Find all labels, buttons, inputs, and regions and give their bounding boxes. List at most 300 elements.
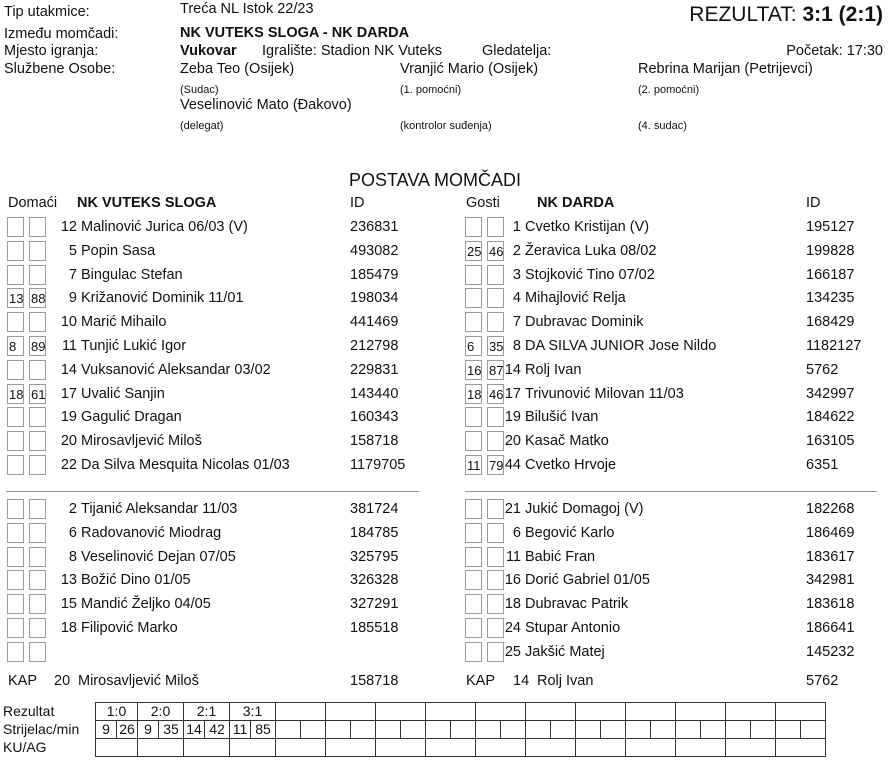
player-id: 493082 bbox=[350, 242, 399, 259]
player-number: 15 bbox=[60, 596, 77, 613]
score-cell bbox=[526, 703, 576, 721]
score-cell bbox=[676, 703, 726, 721]
score-cell bbox=[276, 703, 326, 721]
player-row bbox=[7, 641, 427, 663]
sub-out-minute-box bbox=[29, 360, 46, 380]
player-number: 25 bbox=[504, 643, 521, 660]
player-row bbox=[465, 240, 885, 262]
player-row bbox=[465, 335, 885, 357]
player-name: Vuksanović Aleksandar 03/02 bbox=[81, 361, 271, 378]
player-id: 199828 bbox=[806, 242, 855, 259]
player-row bbox=[7, 522, 427, 544]
sub-in-minute-box bbox=[7, 523, 24, 543]
player-name: Mihajlović Relja bbox=[525, 290, 626, 307]
player-id: 1182127 bbox=[806, 338, 862, 354]
sub-in-minute-box bbox=[7, 312, 24, 332]
goal-minute-cell bbox=[626, 721, 651, 739]
player-number: 19 bbox=[504, 409, 521, 426]
goal-minute-cell bbox=[651, 721, 676, 739]
home-team-name: NK VUTEKS SLOGA bbox=[77, 195, 217, 211]
kuag-cell bbox=[626, 739, 676, 757]
player-row bbox=[7, 593, 427, 615]
player-row bbox=[465, 430, 885, 452]
goal-minute-cell bbox=[401, 721, 426, 739]
player-number: 11 bbox=[61, 338, 77, 354]
kuag-cell bbox=[376, 739, 426, 757]
sub-in-minute-box bbox=[465, 547, 482, 567]
player-row bbox=[7, 359, 427, 381]
sub-in-minute-box bbox=[7, 570, 24, 590]
player-name: Babić Fran bbox=[525, 548, 596, 565]
player-number: 11 bbox=[505, 548, 521, 565]
sub-in-minute-box bbox=[465, 312, 482, 332]
sub-out-minute-box bbox=[29, 241, 46, 261]
kuag-cell bbox=[476, 739, 526, 757]
sub-out-minute-box bbox=[29, 312, 46, 332]
official-name: Zeba Teo (Osijek) bbox=[180, 61, 295, 77]
sub-in-minute-box bbox=[7, 431, 24, 451]
player-number: 14 bbox=[60, 361, 77, 378]
goal-minute-cell bbox=[326, 721, 351, 739]
score-cell: 2:0 bbox=[138, 703, 184, 721]
home-captain-label: KAP bbox=[8, 673, 38, 689]
player-row bbox=[7, 216, 427, 238]
official-name: Vranjić Mario (Osijek) bbox=[400, 61, 539, 77]
player-row bbox=[465, 617, 885, 639]
player-name: Malinović Jurica 06/03 (V) bbox=[81, 219, 248, 235]
player-row bbox=[465, 383, 885, 405]
official-role: (Sudac) bbox=[180, 84, 219, 96]
goal-minute-cell: 85 bbox=[251, 721, 276, 739]
player-row bbox=[465, 569, 885, 591]
player-row bbox=[465, 498, 885, 520]
sub-in-minute-box bbox=[7, 594, 24, 614]
player-id: 1179705 bbox=[350, 457, 406, 473]
sub-in-minute-box: 25 bbox=[465, 241, 482, 261]
sub-in-minute-box bbox=[465, 523, 482, 543]
spectators-label: Gledatelja: bbox=[482, 43, 552, 59]
player-row bbox=[7, 546, 427, 568]
player-id: 381724 bbox=[350, 501, 399, 517]
sub-out-minute-box: 46 bbox=[487, 384, 504, 404]
goal-minute-cell bbox=[351, 721, 376, 739]
player-id: 183618 bbox=[806, 596, 855, 613]
player-name: Mandić Željko 04/05 bbox=[81, 596, 211, 613]
player-id: 185518 bbox=[350, 620, 399, 636]
kuag-cell bbox=[276, 739, 326, 757]
kuag-cell bbox=[526, 739, 576, 757]
goal-minute-cell bbox=[276, 721, 301, 739]
player-id: 184622 bbox=[806, 409, 855, 426]
player-name: Marić Mihailo bbox=[81, 314, 167, 331]
score-cell bbox=[726, 703, 776, 721]
player-row bbox=[7, 311, 427, 333]
player-number: 9 bbox=[68, 290, 77, 307]
goal-minute-cell bbox=[726, 721, 751, 739]
player-name: Kasač Matko bbox=[525, 433, 609, 450]
sub-in-minute-box bbox=[7, 547, 24, 567]
away-id-header: ID bbox=[806, 195, 821, 211]
player-id: 143440 bbox=[350, 385, 399, 402]
score-cell bbox=[776, 703, 826, 721]
player-name: Cvetko Hrvoje bbox=[525, 457, 617, 473]
sub-in-minute-box bbox=[465, 618, 482, 638]
official-name: Rebrina Marijan (Petrijevci) bbox=[638, 61, 813, 77]
player-number: 21 bbox=[504, 501, 521, 517]
sub-in-minute-box bbox=[7, 642, 24, 662]
player-id: 195127 bbox=[806, 219, 855, 235]
sub-in-minute-box bbox=[465, 642, 482, 662]
player-number: 18 bbox=[504, 596, 521, 613]
home-id-header: ID bbox=[350, 195, 365, 211]
result-heading bbox=[689, 3, 883, 27]
goal-minute-cell bbox=[676, 721, 701, 739]
official-role: (delegat) bbox=[180, 120, 224, 132]
player-id: 185479 bbox=[350, 266, 399, 283]
results-grid bbox=[3, 702, 826, 757]
player-name: Radovanović Miodrag bbox=[81, 524, 222, 541]
player-id: 229831 bbox=[350, 361, 399, 378]
player-name: Stupar Antonio bbox=[525, 620, 621, 636]
player-number: 6 bbox=[68, 524, 77, 541]
score-cell bbox=[626, 703, 676, 721]
player-name: Begović Karlo bbox=[525, 524, 615, 541]
player-name: DA SILVA JUNIOR Jose Nildo bbox=[525, 338, 717, 354]
score-cell bbox=[326, 703, 376, 721]
kuag-cell bbox=[326, 739, 376, 757]
goal-minute-cell bbox=[576, 721, 601, 739]
official-role: (1. pomoćni) bbox=[400, 84, 462, 96]
sub-out-minute-box: 88 bbox=[29, 288, 46, 308]
player-id: 6351 bbox=[806, 457, 839, 473]
player-id: 326328 bbox=[350, 572, 399, 589]
player-name: Dubravac Patrik bbox=[525, 596, 629, 613]
player-number: 19 bbox=[60, 409, 77, 426]
player-name: Da Silva Mesquita Nicolas 01/03 bbox=[81, 457, 290, 473]
sub-in-minute-box bbox=[7, 618, 24, 638]
player-id: 342981 bbox=[806, 572, 855, 589]
official-role: (2. pomoćni) bbox=[638, 84, 700, 96]
player-row bbox=[465, 522, 885, 544]
away-captain-label: KAP bbox=[466, 673, 496, 689]
sub-in-minute-box bbox=[7, 241, 24, 261]
score-row-label: Rezultat bbox=[3, 703, 55, 719]
goal-minute-cell bbox=[451, 721, 476, 739]
sub-in-minute-box: 8 bbox=[7, 336, 24, 356]
kuag-cell bbox=[96, 739, 138, 757]
kuag-cell bbox=[726, 739, 776, 757]
sub-out-minute-box bbox=[29, 499, 46, 519]
player-name: Dubravac Dominik bbox=[525, 314, 644, 331]
away-side-label: Gosti bbox=[466, 195, 500, 211]
scorer-number-cell: 11 bbox=[230, 721, 251, 739]
sub-out-minute-box bbox=[29, 570, 46, 590]
player-number: 14 bbox=[504, 361, 521, 378]
kuag-cell bbox=[576, 739, 626, 757]
player-id: 145232 bbox=[806, 643, 855, 660]
venue-city: Vukovar bbox=[180, 43, 237, 59]
sub-in-minute-box: 16 bbox=[465, 360, 482, 380]
sub-in-minute-box bbox=[465, 217, 482, 237]
player-number: 10 bbox=[60, 314, 77, 331]
player-row bbox=[465, 264, 885, 286]
scorer-number-cell: 9 bbox=[138, 721, 159, 739]
match-type-value: Treća NL Istok 22/23 bbox=[180, 1, 314, 17]
player-id: 186641 bbox=[806, 620, 855, 636]
goal-minute-cell: 35 bbox=[159, 721, 184, 739]
goal-minute-cell bbox=[301, 721, 326, 739]
player-name: Uvalić Sanjin bbox=[81, 385, 165, 402]
player-number: 13 bbox=[60, 572, 77, 589]
goal-minute-cell: 42 bbox=[205, 721, 230, 739]
sub-in-minute-box: 13 bbox=[7, 288, 24, 308]
player-id: 166187 bbox=[806, 266, 855, 283]
sub-in-minute-box: 18 bbox=[465, 384, 482, 404]
player-number: 16 bbox=[504, 572, 521, 589]
sub-in-minute-box bbox=[465, 265, 482, 285]
player-id: 342997 bbox=[806, 385, 855, 402]
sub-out-minute-box: 89 bbox=[29, 336, 46, 356]
goal-minute-cell bbox=[476, 721, 501, 739]
away-captain-number: 14 bbox=[513, 673, 530, 689]
kuag-cell bbox=[676, 739, 726, 757]
kuag-cell bbox=[776, 739, 826, 757]
player-id: 160343 bbox=[350, 409, 399, 426]
player-name: Bilušić Ivan bbox=[525, 409, 599, 426]
player-id: 212798 bbox=[350, 338, 399, 354]
officials-label: Službene Osobe: bbox=[4, 61, 116, 77]
sub-out-minute-box bbox=[29, 523, 46, 543]
player-number: 24 bbox=[504, 620, 521, 636]
player-number: 6 bbox=[512, 524, 521, 541]
kuag-cell bbox=[184, 739, 230, 757]
sub-out-minute-box bbox=[29, 547, 46, 567]
player-row bbox=[465, 287, 885, 309]
player-name: Božić Dino 01/05 bbox=[81, 572, 191, 589]
player-row bbox=[7, 430, 427, 452]
scorer-row-label: Strijelac/min bbox=[3, 721, 80, 737]
away-captain-id: 5762 bbox=[806, 673, 839, 689]
player-id: 236831 bbox=[350, 219, 399, 235]
player-row bbox=[465, 359, 885, 381]
score-cell bbox=[576, 703, 626, 721]
score-cell: 1:0 bbox=[96, 703, 138, 721]
player-id: 441469 bbox=[350, 314, 399, 331]
sub-out-minute-box bbox=[29, 642, 46, 662]
sub-in-minute-box bbox=[7, 217, 24, 237]
official-role: (4. sudac) bbox=[638, 120, 687, 132]
player-name: Tijanić Aleksandar 11/03 bbox=[81, 501, 238, 517]
official-role: (kontrolor suđenja) bbox=[400, 120, 492, 132]
goal-minute-cell bbox=[751, 721, 776, 739]
player-name: Stojković Tino 07/02 bbox=[525, 266, 655, 283]
sub-in-minute-box bbox=[7, 265, 24, 285]
player-number: 7 bbox=[68, 266, 77, 283]
scorer-number-cell: 14 bbox=[184, 721, 205, 739]
player-row bbox=[465, 454, 885, 476]
player-row bbox=[465, 406, 885, 428]
player-id: 183617 bbox=[806, 548, 855, 565]
score-cell bbox=[426, 703, 476, 721]
player-name: Gagulić Dragan bbox=[81, 409, 182, 426]
away-team-name: NK DARDA bbox=[537, 195, 615, 211]
score-cell bbox=[476, 703, 526, 721]
lineup-title: POSTAVA MOMČADI bbox=[349, 170, 522, 190]
sub-out-minute-box: 46 bbox=[487, 241, 504, 261]
player-number: 18 bbox=[60, 620, 77, 636]
goal-minute-cell bbox=[426, 721, 451, 739]
home-captain-name: Mirosavljević Miloš bbox=[78, 673, 199, 689]
player-row bbox=[7, 454, 427, 476]
player-row bbox=[7, 498, 427, 520]
sub-in-minute-box: 6 bbox=[465, 336, 482, 356]
sub-out-minute-box: 79 bbox=[487, 455, 504, 475]
player-name: Cvetko Kristijan (V) bbox=[525, 219, 650, 235]
sub-in-minute-box: 18 bbox=[7, 384, 24, 404]
sub-out-minute-box: 87 bbox=[487, 360, 504, 380]
player-id: 5762 bbox=[806, 361, 839, 378]
player-number: 20 bbox=[504, 433, 521, 450]
goal-minute-cell: 26 bbox=[117, 721, 138, 739]
player-name: Žeravica Luka 08/02 bbox=[525, 242, 657, 259]
goal-minute-cell bbox=[376, 721, 401, 739]
sub-out-minute-box bbox=[29, 265, 46, 285]
sub-out-minute-box bbox=[29, 217, 46, 237]
player-id: 163105 bbox=[806, 433, 855, 450]
sub-in-minute-box bbox=[7, 455, 24, 475]
player-number: 2 bbox=[512, 242, 521, 259]
sub-out-minute-box bbox=[29, 618, 46, 638]
sub-in-minute-box bbox=[465, 594, 482, 614]
official-name: Veselinović Mato (Đakovo) bbox=[180, 97, 352, 113]
player-row bbox=[7, 383, 427, 405]
player-number: 44 bbox=[504, 457, 521, 473]
player-name: Tunjić Lukić Igor bbox=[81, 338, 187, 354]
player-number: 17 bbox=[504, 385, 521, 402]
teams-label: Između momčadi: bbox=[4, 26, 119, 42]
away-captain-name: Rolj Ivan bbox=[537, 673, 594, 689]
player-id: 186469 bbox=[806, 524, 855, 541]
score-cell: 2:1 bbox=[184, 703, 230, 721]
sub-out-minute-box bbox=[29, 594, 46, 614]
player-number: 7 bbox=[512, 314, 521, 331]
player-name: Mirosavljević Miloš bbox=[81, 433, 202, 450]
player-id: 184785 bbox=[350, 524, 399, 541]
player-name: Trivunović Milovan 11/03 bbox=[525, 385, 684, 402]
goal-minute-cell bbox=[526, 721, 551, 739]
score-cell: 3:1 bbox=[230, 703, 276, 721]
player-id: 158718 bbox=[350, 433, 399, 450]
venue-stadium: Igralište: Stadion NK Vuteks bbox=[262, 43, 442, 59]
player-name: Jakšić Matej bbox=[525, 643, 605, 660]
player-id: 168429 bbox=[806, 314, 855, 331]
kickoff-time: Početak: 17:30 bbox=[786, 43, 883, 59]
sub-out-minute-box: 35 bbox=[487, 336, 504, 356]
player-number: 2 bbox=[68, 501, 77, 517]
sub-in-minute-box bbox=[465, 288, 482, 308]
player-row bbox=[7, 264, 427, 286]
home-captain-number: 20 bbox=[54, 673, 71, 689]
player-id: 134235 bbox=[806, 290, 855, 307]
sub-in-minute-box bbox=[465, 431, 482, 451]
match-type-label: Tip utakmice: bbox=[4, 4, 90, 20]
goal-minute-cell bbox=[701, 721, 726, 739]
away-divider bbox=[465, 491, 877, 492]
player-number: 3 bbox=[512, 266, 521, 283]
player-row bbox=[465, 546, 885, 568]
player-name: Jukić Domagoj (V) bbox=[525, 501, 644, 517]
player-name: Bingulac Stefan bbox=[81, 266, 183, 283]
sub-in-minute-box bbox=[465, 499, 482, 519]
score-cell bbox=[376, 703, 426, 721]
sub-out-minute-box bbox=[29, 455, 46, 475]
goal-minute-cell bbox=[801, 721, 826, 739]
sub-out-minute-box bbox=[29, 407, 46, 427]
player-name: Rolj Ivan bbox=[525, 361, 582, 378]
player-name: Dorić Gabriel 01/05 bbox=[525, 572, 650, 589]
sub-in-minute-box bbox=[7, 499, 24, 519]
player-name: Veselinović Dejan 07/05 bbox=[81, 548, 236, 565]
kuag-cell bbox=[426, 739, 476, 757]
player-row bbox=[465, 593, 885, 615]
sub-out-minute-box bbox=[29, 431, 46, 451]
player-name: Filipović Marko bbox=[81, 620, 178, 636]
player-number: 1 bbox=[512, 219, 521, 235]
player-row bbox=[7, 287, 427, 309]
player-row bbox=[465, 311, 885, 333]
player-number: 5 bbox=[68, 242, 77, 259]
home-side-label: Domaći bbox=[8, 195, 58, 211]
sub-in-minute-box bbox=[465, 407, 482, 427]
player-row bbox=[7, 617, 427, 639]
player-number: 12 bbox=[60, 219, 77, 235]
player-row bbox=[7, 569, 427, 591]
goal-minute-cell bbox=[776, 721, 801, 739]
sub-out-minute-box: 61 bbox=[29, 384, 46, 404]
venue-label: Mjesto igranja: bbox=[4, 43, 99, 59]
player-name: Križanović Dominik 11/01 bbox=[81, 290, 244, 307]
player-number: 20 bbox=[60, 433, 77, 450]
teams-value: NK VUTEKS SLOGA - NK DARDA bbox=[180, 25, 410, 41]
player-number: 17 bbox=[60, 385, 77, 402]
player-row bbox=[7, 406, 427, 428]
player-row bbox=[7, 240, 427, 262]
player-id: 182268 bbox=[806, 501, 855, 517]
player-id: 327291 bbox=[350, 596, 399, 613]
player-name: Popin Sasa bbox=[81, 242, 156, 259]
home-divider bbox=[6, 491, 419, 492]
player-number: 8 bbox=[68, 548, 77, 565]
goal-minute-cell bbox=[551, 721, 576, 739]
kuag-row-label: KU/AG bbox=[3, 739, 47, 755]
player-number: 4 bbox=[512, 290, 521, 307]
result-label: REZULTAT: bbox=[689, 3, 797, 26]
goal-minute-cell bbox=[601, 721, 626, 739]
player-row bbox=[465, 641, 885, 663]
scorer-number-cell: 9 bbox=[96, 721, 117, 739]
sub-in-minute-box: 11 bbox=[465, 455, 482, 475]
sub-in-minute-box bbox=[465, 570, 482, 590]
player-row bbox=[7, 335, 427, 357]
sub-in-minute-box bbox=[7, 360, 24, 380]
player-row bbox=[465, 216, 885, 238]
kuag-cell bbox=[138, 739, 184, 757]
player-number: 22 bbox=[60, 457, 77, 473]
player-number: 8 bbox=[512, 338, 521, 354]
home-captain-id: 158718 bbox=[350, 673, 399, 689]
player-id: 198034 bbox=[350, 290, 399, 307]
goal-minute-cell bbox=[501, 721, 526, 739]
